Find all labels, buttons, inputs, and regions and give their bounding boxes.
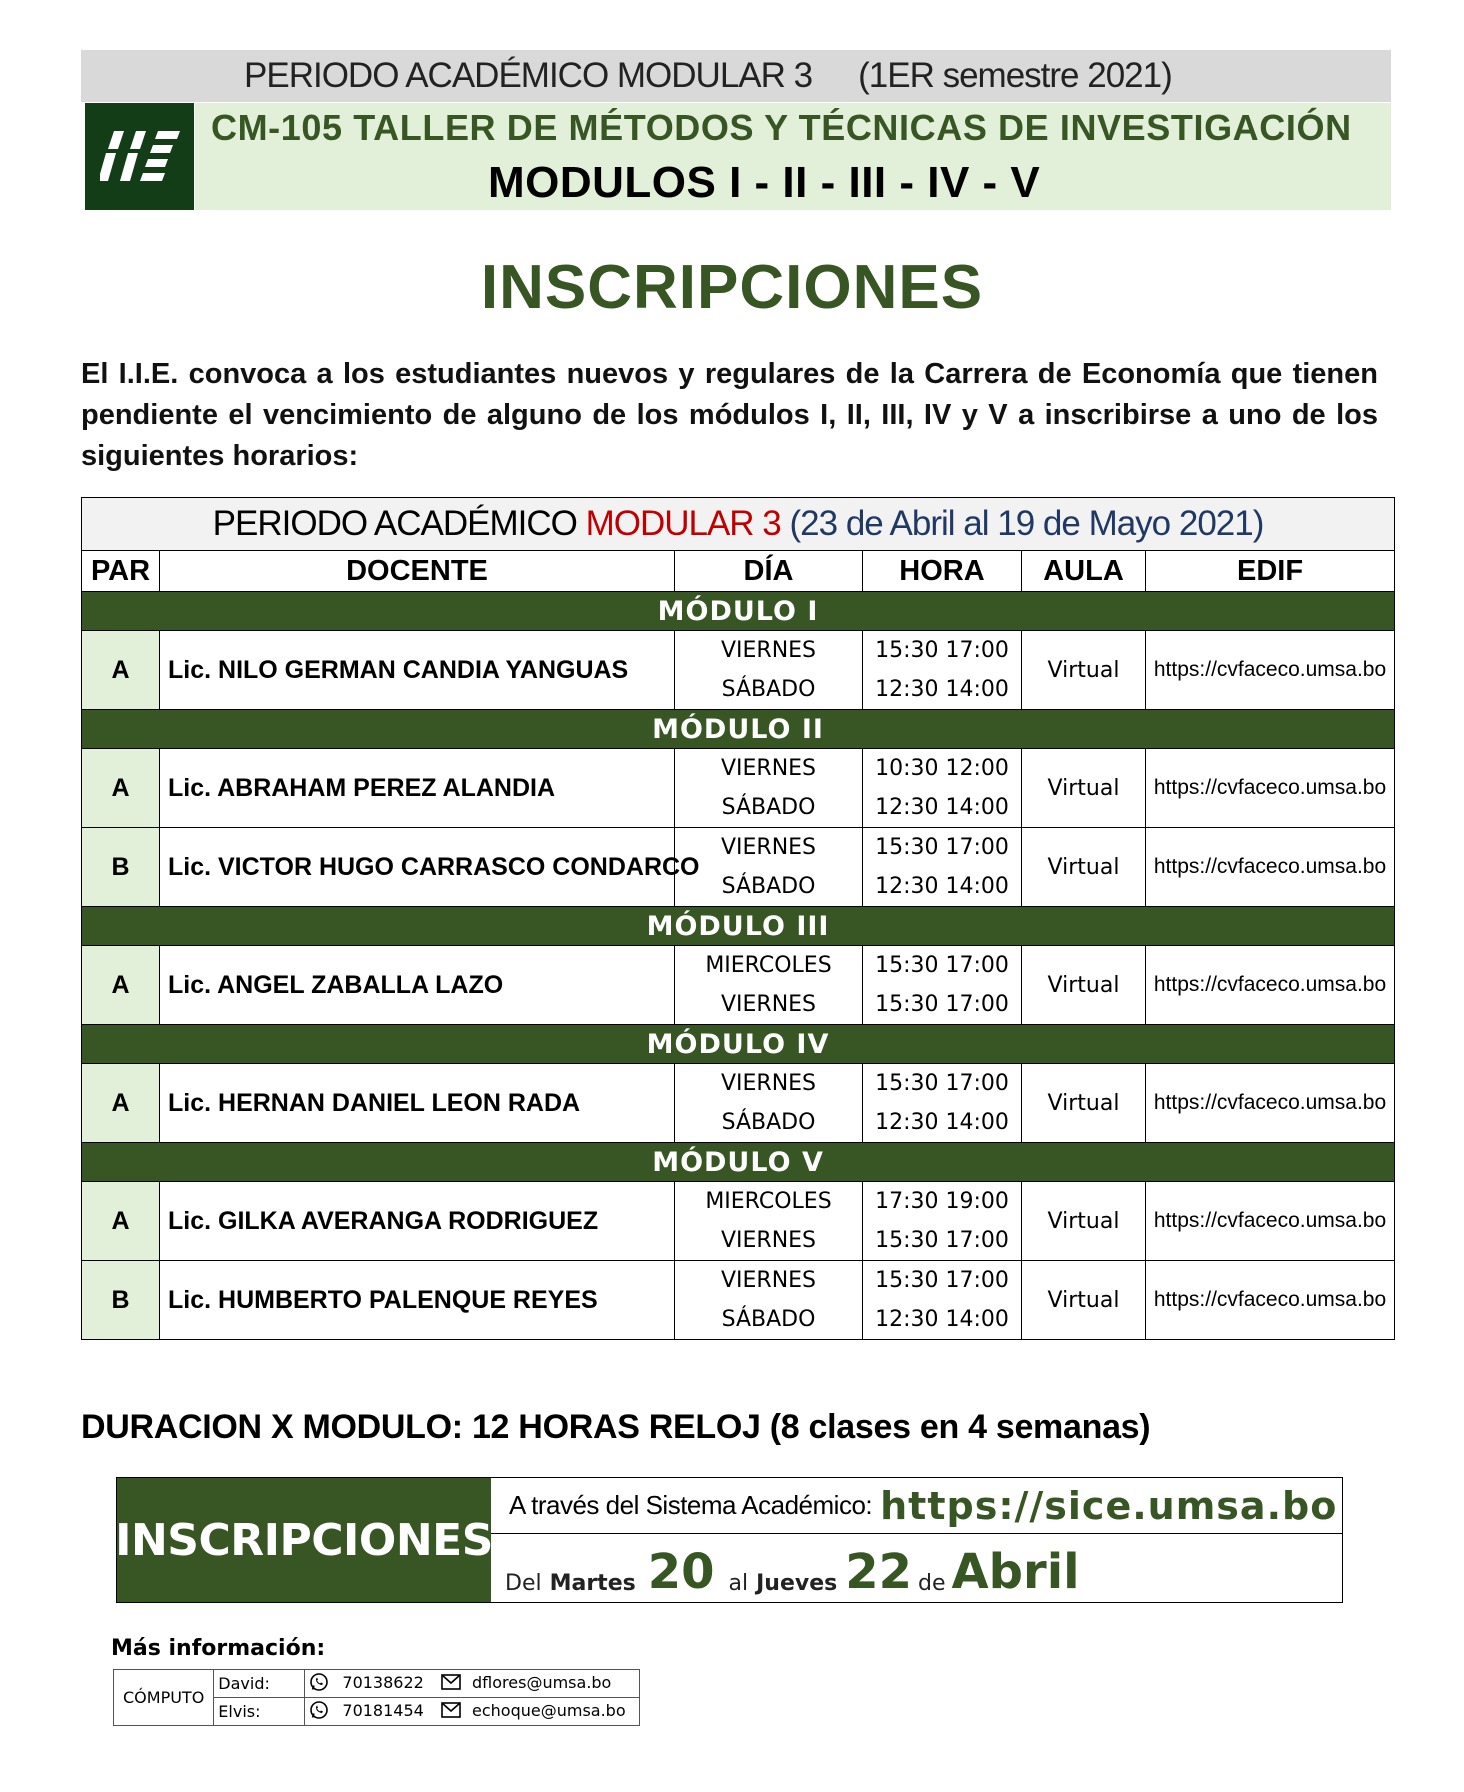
course-title: CM-105 TALLER DE MÉTODOS Y TÉCNICAS DE INVESTIGACIÓN (211, 107, 1352, 148)
contact-row (114, 1670, 640, 1698)
module-title: MÓDULO II (82, 710, 1395, 749)
email-icon (441, 1702, 461, 1722)
dia-cell (675, 749, 863, 828)
iie-logo-icon (100, 129, 180, 185)
contact-phone[interactable]: 70181454 (342, 1701, 424, 1720)
registration-via: A través del Sistema Académico: (509, 1490, 873, 1520)
column-header: EDIF (1146, 551, 1395, 592)
par-cell: B (82, 828, 160, 907)
hora-1: 17:30 19:00 (875, 1189, 1009, 1214)
iie-logo (85, 103, 194, 210)
dia-cell (675, 1261, 863, 1340)
period-dates: (23 de Abril al 19 de Mayo 2021) (789, 504, 1264, 543)
schedule-row (82, 1261, 1395, 1340)
dates-jueves: Jueves (756, 1571, 838, 1596)
hora-2: 15:30 17:00 (875, 992, 1009, 1017)
hora-cell (863, 828, 1022, 907)
hora-2: 12:30 14:00 (875, 1307, 1009, 1332)
par-cell: A (82, 1182, 160, 1261)
aula-cell: Virtual (1022, 946, 1146, 1025)
dates-martes: Martes (549, 1571, 636, 1596)
schedule-row (82, 828, 1395, 907)
schedule-table (81, 497, 1395, 1340)
docente-cell: Lic. NILO GERMAN CANDIA YANGUAS (160, 631, 675, 710)
registration-box (116, 1477, 1343, 1603)
hora-cell (863, 1064, 1022, 1143)
dates-month: Abril (951, 1544, 1080, 1600)
edif-link[interactable]: https://cvfaceco.umsa.bo (1146, 749, 1395, 828)
dates-al: al (728, 1571, 749, 1596)
docente-cell: Lic. HERNAN DANIEL LEON RADA (160, 1064, 675, 1143)
dia-cell (675, 1182, 863, 1261)
registration-label: INSCRIPCIONES (117, 1478, 491, 1602)
module-header-row (82, 592, 1395, 631)
edif-link[interactable]: https://cvfaceco.umsa.bo (1146, 1064, 1395, 1143)
header-semester: (1ER semestre 2021) (858, 56, 1172, 95)
module-header-row (82, 1025, 1395, 1064)
contact-dept: CÓMPUTO (114, 1670, 214, 1726)
schedule-row (82, 1064, 1395, 1143)
docente-cell: Lic. VICTOR HUGO CARRASCO CONDARCO (160, 828, 675, 907)
docente-cell: Lic. GILKA AVERANGA RODRIGUEZ (160, 1182, 675, 1261)
module-title: MÓDULO I (82, 592, 1395, 631)
hora-2: 15:30 17:00 (875, 1228, 1009, 1253)
aula-cell: Virtual (1022, 631, 1146, 710)
module-header-row (82, 907, 1395, 946)
schedule-row (82, 946, 1395, 1025)
column-header: HORA (863, 551, 1022, 592)
dia-2: SÁBADO (721, 1307, 816, 1332)
edif-link[interactable]: https://cvfaceco.umsa.bo (1146, 631, 1395, 710)
aula-cell: Virtual (1022, 828, 1146, 907)
contact-email[interactable]: dflores@umsa.bo (472, 1673, 612, 1692)
contact-details (305, 1698, 640, 1726)
dia-cell (675, 828, 863, 907)
header-period-bar (81, 50, 1391, 102)
edif-link[interactable]: https://cvfaceco.umsa.bo (1146, 946, 1395, 1025)
hora-1: 15:30 17:00 (875, 1071, 1009, 1096)
intro-paragraph: El I.I.E. convoca a los estudiantes nuevos y regulares de la Carrera de Economía que tienen pendiente el vencimiento de alguno de los módulos I, II, III, IV y V a inscribirse a uno de los siguientes horarios: (81, 358, 1378, 472)
dates-del: Del (505, 1571, 542, 1596)
dia-1: VIERNES (720, 835, 817, 860)
more-info-title: Más información: (111, 1636, 326, 1661)
dates-day-from: 20 (647, 1544, 715, 1600)
hora-cell (863, 946, 1022, 1025)
docente-cell: Lic. ANGEL ZABALLA LAZO (160, 946, 675, 1025)
aula-cell: Virtual (1022, 749, 1146, 828)
column-header-row (82, 551, 1395, 592)
dia-cell (675, 1064, 863, 1143)
hora-1: 15:30 17:00 (875, 1268, 1009, 1293)
column-header: PAR (82, 551, 160, 592)
hora-1: 15:30 17:00 (875, 638, 1009, 663)
contact-name: David: (214, 1670, 305, 1698)
dia-2: SÁBADO (721, 1110, 816, 1135)
page-title: INSCRIPCIONES (480, 253, 984, 322)
hora-1: 15:30 17:00 (875, 953, 1009, 978)
hora-1: 10:30 12:00 (875, 756, 1009, 781)
hora-cell (863, 1182, 1022, 1261)
dia-1: VIERNES (720, 1268, 817, 1293)
dia-2: SÁBADO (721, 795, 816, 820)
contact-name: Elvis: (214, 1698, 305, 1726)
column-header: AULA (1022, 551, 1146, 592)
dia-1: MIERCOLES (705, 1189, 832, 1214)
period-label: PERIODO ACADÉMICO (212, 504, 577, 543)
dia-cell (675, 631, 863, 710)
period-cell (82, 498, 1395, 551)
header-period: PERIODO ACADÉMICO MODULAR 3 (244, 56, 813, 95)
header-course-band (195, 103, 1391, 210)
hora-cell (863, 1261, 1022, 1340)
period-row (82, 498, 1395, 551)
contact-phone[interactable]: 70138622 (342, 1673, 424, 1692)
par-cell: B (82, 1261, 160, 1340)
edif-link[interactable]: https://cvfaceco.umsa.bo (1146, 1261, 1395, 1340)
hora-cell (863, 631, 1022, 710)
par-cell: A (82, 749, 160, 828)
par-cell: A (82, 946, 160, 1025)
column-header: DÍA (675, 551, 863, 592)
hora-cell (863, 749, 1022, 828)
module-header-row (82, 1143, 1395, 1182)
whatsapp-icon (309, 1672, 329, 1696)
schedule-row (82, 1182, 1395, 1261)
hora-1: 15:30 17:00 (875, 835, 1009, 860)
registration-dates-row (491, 1534, 1342, 1602)
module-title: MÓDULO IV (82, 1025, 1395, 1064)
dia-1: MIERCOLES (705, 953, 832, 978)
hora-2: 12:30 14:00 (875, 677, 1009, 702)
module-header-row (82, 710, 1395, 749)
period-modular: MODULAR 3 (585, 504, 781, 543)
dia-2: SÁBADO (721, 677, 816, 702)
docente-cell: Lic. HUMBERTO PALENQUE REYES (160, 1261, 675, 1340)
par-cell: A (82, 631, 160, 710)
dia-1: VIERNES (720, 1071, 817, 1096)
aula-cell: Virtual (1022, 1261, 1146, 1340)
schedule-row (82, 631, 1395, 710)
edif-link[interactable]: https://cvfaceco.umsa.bo (1146, 1182, 1395, 1261)
dia-2: SÁBADO (721, 874, 816, 899)
par-cell: A (82, 1064, 160, 1143)
duration-note: DURACION X MODULO: 12 HORAS RELOJ (8 clases en 4 semanas) (81, 1408, 1151, 1446)
docente-cell: Lic. ABRAHAM PEREZ ALANDIA (160, 749, 675, 828)
aula-cell: Virtual (1022, 1182, 1146, 1261)
registration-url-link[interactable]: https://sice.umsa.bo (880, 1483, 1338, 1528)
module-title: MÓDULO V (82, 1143, 1395, 1182)
dia-1: VIERNES (720, 756, 817, 781)
hora-2: 12:30 14:00 (875, 874, 1009, 899)
dia-cell (675, 946, 863, 1025)
dia-2: VIERNES (720, 992, 817, 1017)
email-icon (441, 1674, 461, 1694)
contact-email[interactable]: echoque@umsa.bo (472, 1701, 626, 1720)
schedule-row (82, 749, 1395, 828)
whatsapp-icon (309, 1700, 329, 1724)
registration-system-row (491, 1478, 1342, 1534)
module-title: MÓDULO III (82, 907, 1395, 946)
hora-2: 12:30 14:00 (875, 795, 1009, 820)
contact-table (113, 1669, 640, 1726)
dates-day-to: 22 (845, 1544, 913, 1600)
edif-link[interactable]: https://cvfaceco.umsa.bo (1146, 828, 1395, 907)
contact-details (305, 1670, 640, 1698)
dia-2: VIERNES (720, 1228, 817, 1253)
hora-2: 12:30 14:00 (875, 1110, 1009, 1135)
column-header: DOCENTE (160, 551, 675, 592)
dates-de: de (918, 1571, 946, 1596)
dia-1: VIERNES (720, 638, 817, 663)
modules-title: MODULOS I - II - III - IV - V (488, 158, 1041, 207)
aula-cell: Virtual (1022, 1064, 1146, 1143)
